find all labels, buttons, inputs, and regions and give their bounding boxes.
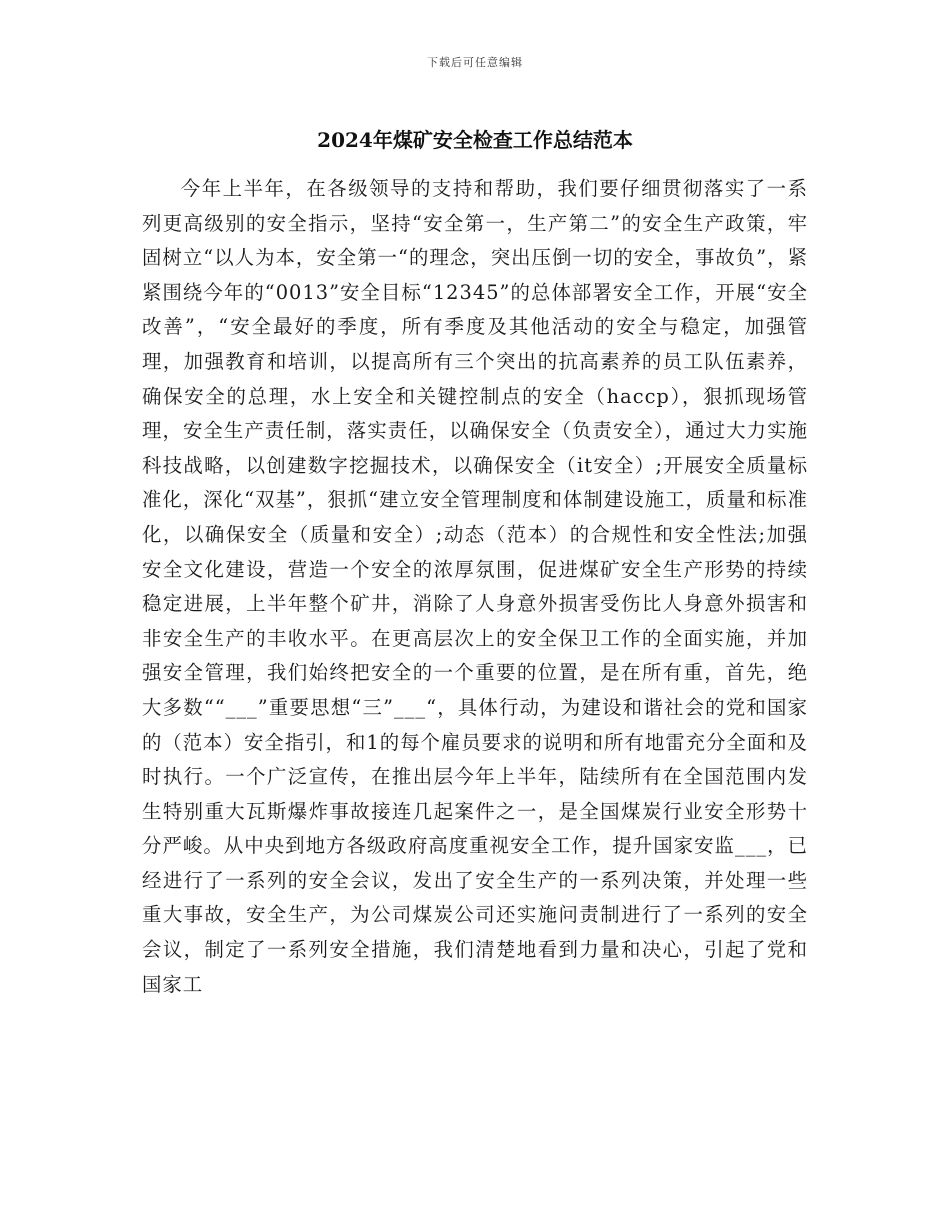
document-title: 2024年煤矿安全检查工作总结范本	[317, 128, 633, 152]
page-header-note: 下载后可任意编辑	[427, 56, 523, 69]
body-paragraph: 今年上半年，在各级领导的支持和帮助，我们要仔细贯彻落实了一系列更高级别的安全指示，坚持“安全第一，生产第二”的安全生产政策，牢固树立“以人为本，安全第一“的理念，突出压倒一切的安全，事故负”，紧紧围绕今年的“0013”安全目标“12345”的总体部署安全工作，开展“安全改善”，“安全最好的季度，所有季度及其他活动的安全与稳定，加强管理，加强教育和培训，以提高所有三个突出的抗高素养的员工队伍素养，确保安全的总理，水上安全和关键控制点的安全（haccp），狠抓现场管理，安全生产责任制，落实责任，以确保安全（负责安全），通过大力实施科技战略，以创建数字挖掘技术，以确保安全（it安全）;开展安全质量标准化，深化“双基”，狠抓“建立安全管理制度和体制建设施工，质量和标准化，以确保安全（质量和安全）;动态（范本）的合规性和安全性法;加强安全文化建设，营造一个安全的浓厚氛围，促进煤矿安全生产形势的持续稳定进展，上半年整个矿井，消除了人身意外损害受伤比人身意外损害和非安全生产的丰收水平。在更高层次上的安全保卫工作的全面实施，并加强安全管理，我们始终把安全的一个重要的位置，是在所有重，首先，绝大多数““___”重要思想“三”___“，具体行动，为建设和谐社会的党和国家的（范本）安全指引，和1的每个雇员要求的说明和所有地雷充分全面和及时执行。一个广泛宣传，在推出层今年上半年，陆续所有在全国范围内发生特别重大瓦斯爆炸事故接连几起案件之一，是全国煤炭行业安全形势十分严峻。从中央到地方各级政府高度重视安全工作，提升国家安监___，已经进行了一系列的安全会议，发出了安全生产的一系列决策，并处理一些重大事故，安全生产，为公司煤炭公司还实施问责制进行了一系列的安全会议，制定了一系列安全措施，我们清楚地看到力量和决心，引起了党和国家工	[142, 177, 808, 996]
